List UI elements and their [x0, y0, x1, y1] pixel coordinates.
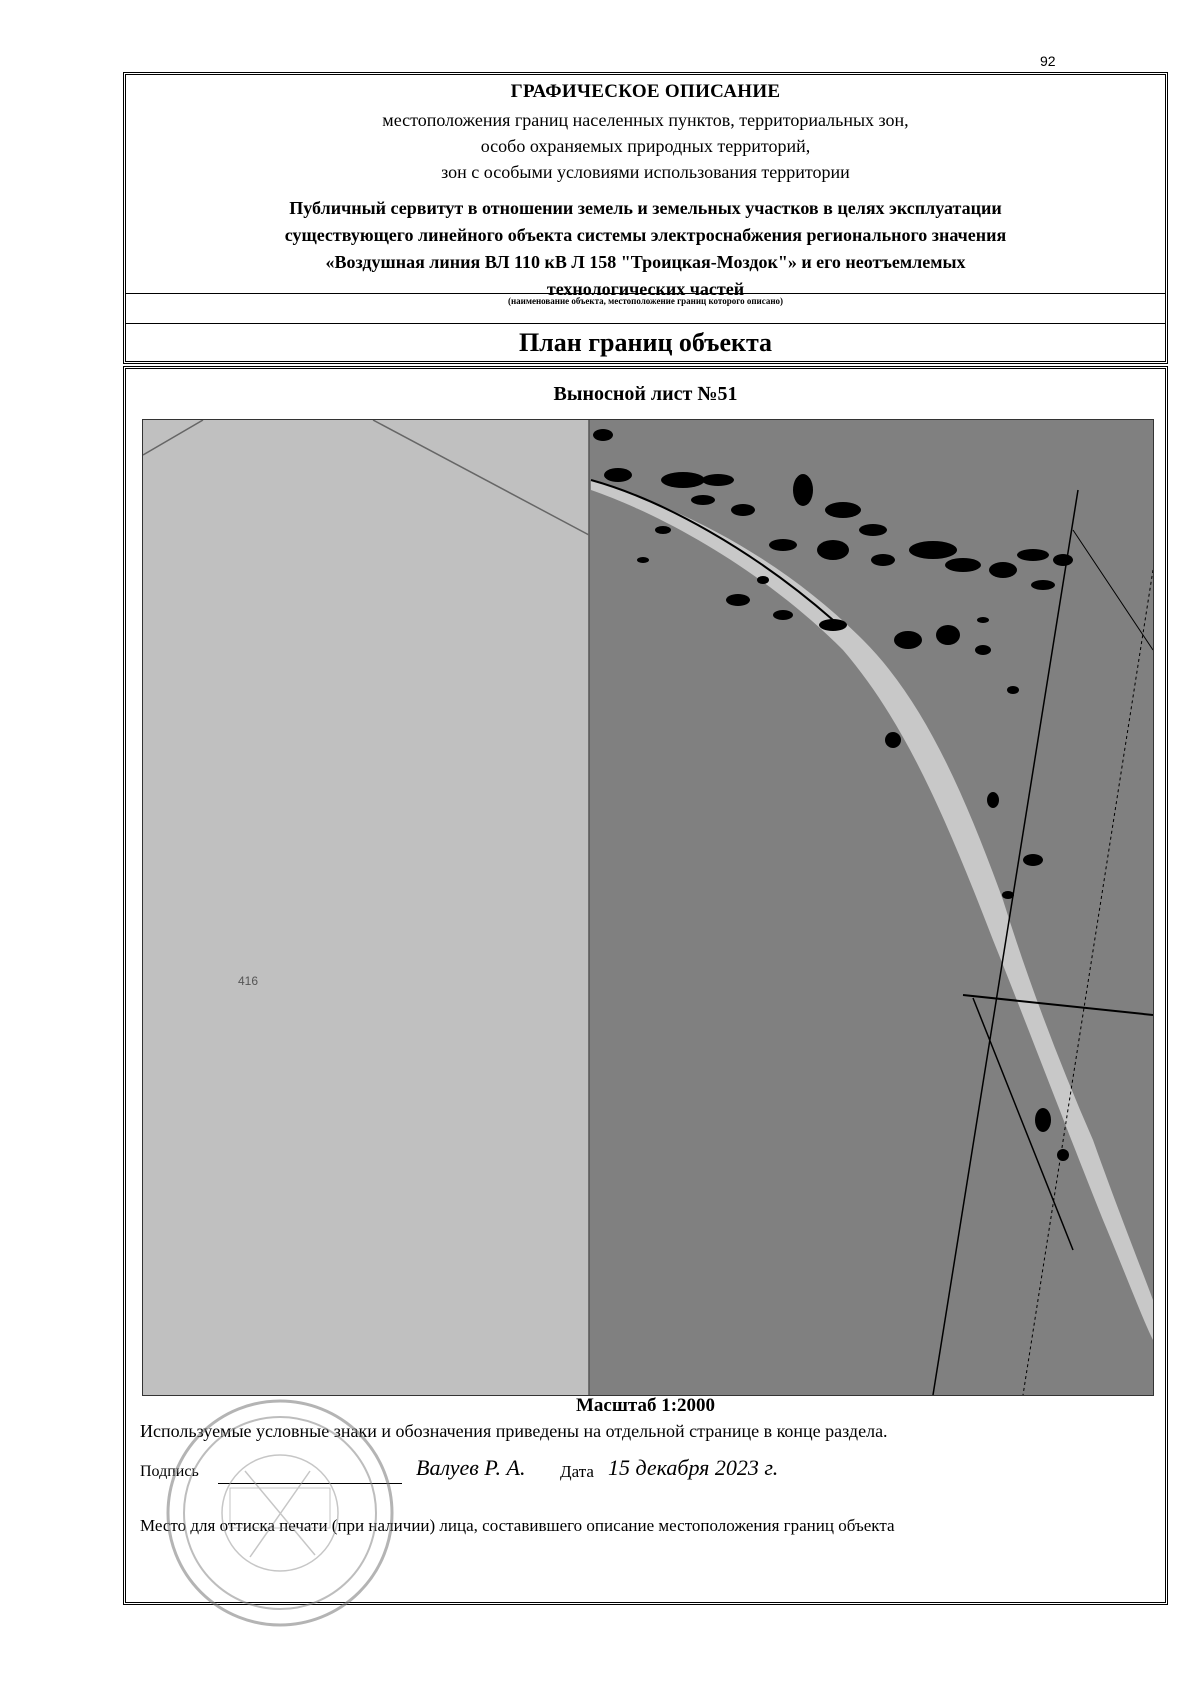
boundary-map	[142, 419, 1154, 1396]
subtitle-line: местоположения границ населенных пунктов, территориальных зон,	[382, 110, 909, 130]
map-scale: Масштаб 1:2000	[575, 1395, 716, 1416]
page-number: 92	[1040, 53, 1056, 69]
seal-stamp	[160, 1393, 400, 1633]
date-value: 15 декабря 2023 г.	[608, 1455, 779, 1480]
object-caption: (наименование объекта, местоположение границ которого описано)	[507, 296, 784, 306]
object-line: существующего линейного объекта системы электроснабжения регионального значения	[284, 225, 1007, 245]
legend-note: Используемые условные знаки и обозначения приведены на отдельной странице в конце раздела.	[140, 1421, 888, 1441]
object-line: технологических частей	[546, 279, 745, 299]
parcel-label: 416	[238, 974, 259, 988]
sheet-title: Выносной лист №51	[553, 383, 738, 405]
stamp-note: Место для оттиска печати (при наличии) лица, составившего описание местоположения границ объекта	[140, 1516, 895, 1535]
subtitle-line: зон с особыми условиями использования территории	[441, 162, 850, 182]
plan-title: План границ объекта	[518, 328, 773, 357]
divider	[126, 323, 1165, 324]
document-title: ГРАФИЧЕСКОЕ ОПИСАНИЕ	[510, 81, 781, 102]
map-canvas	[143, 420, 1153, 1395]
date-label: Дата	[560, 1462, 594, 1481]
object-line: Публичный сервитут в отношении земель и земельных участков в целях эксплуатации	[289, 198, 1002, 218]
parcel-416	[143, 420, 589, 1395]
subtitle-line: особо охраняемых природных территорий,	[480, 136, 811, 156]
header-block	[123, 72, 1168, 364]
object-name	[126, 195, 1165, 303]
object-line: «Воздушная линия ВЛ 110 кВ Л 158 "Троицкая-Моздок"» и его неотъемлемых	[325, 252, 966, 272]
signer-name: Валуев Р. А.	[416, 1455, 526, 1480]
divider	[126, 293, 1165, 294]
document-subtitle	[126, 107, 1165, 185]
signature-label: Подпись	[140, 1463, 199, 1480]
